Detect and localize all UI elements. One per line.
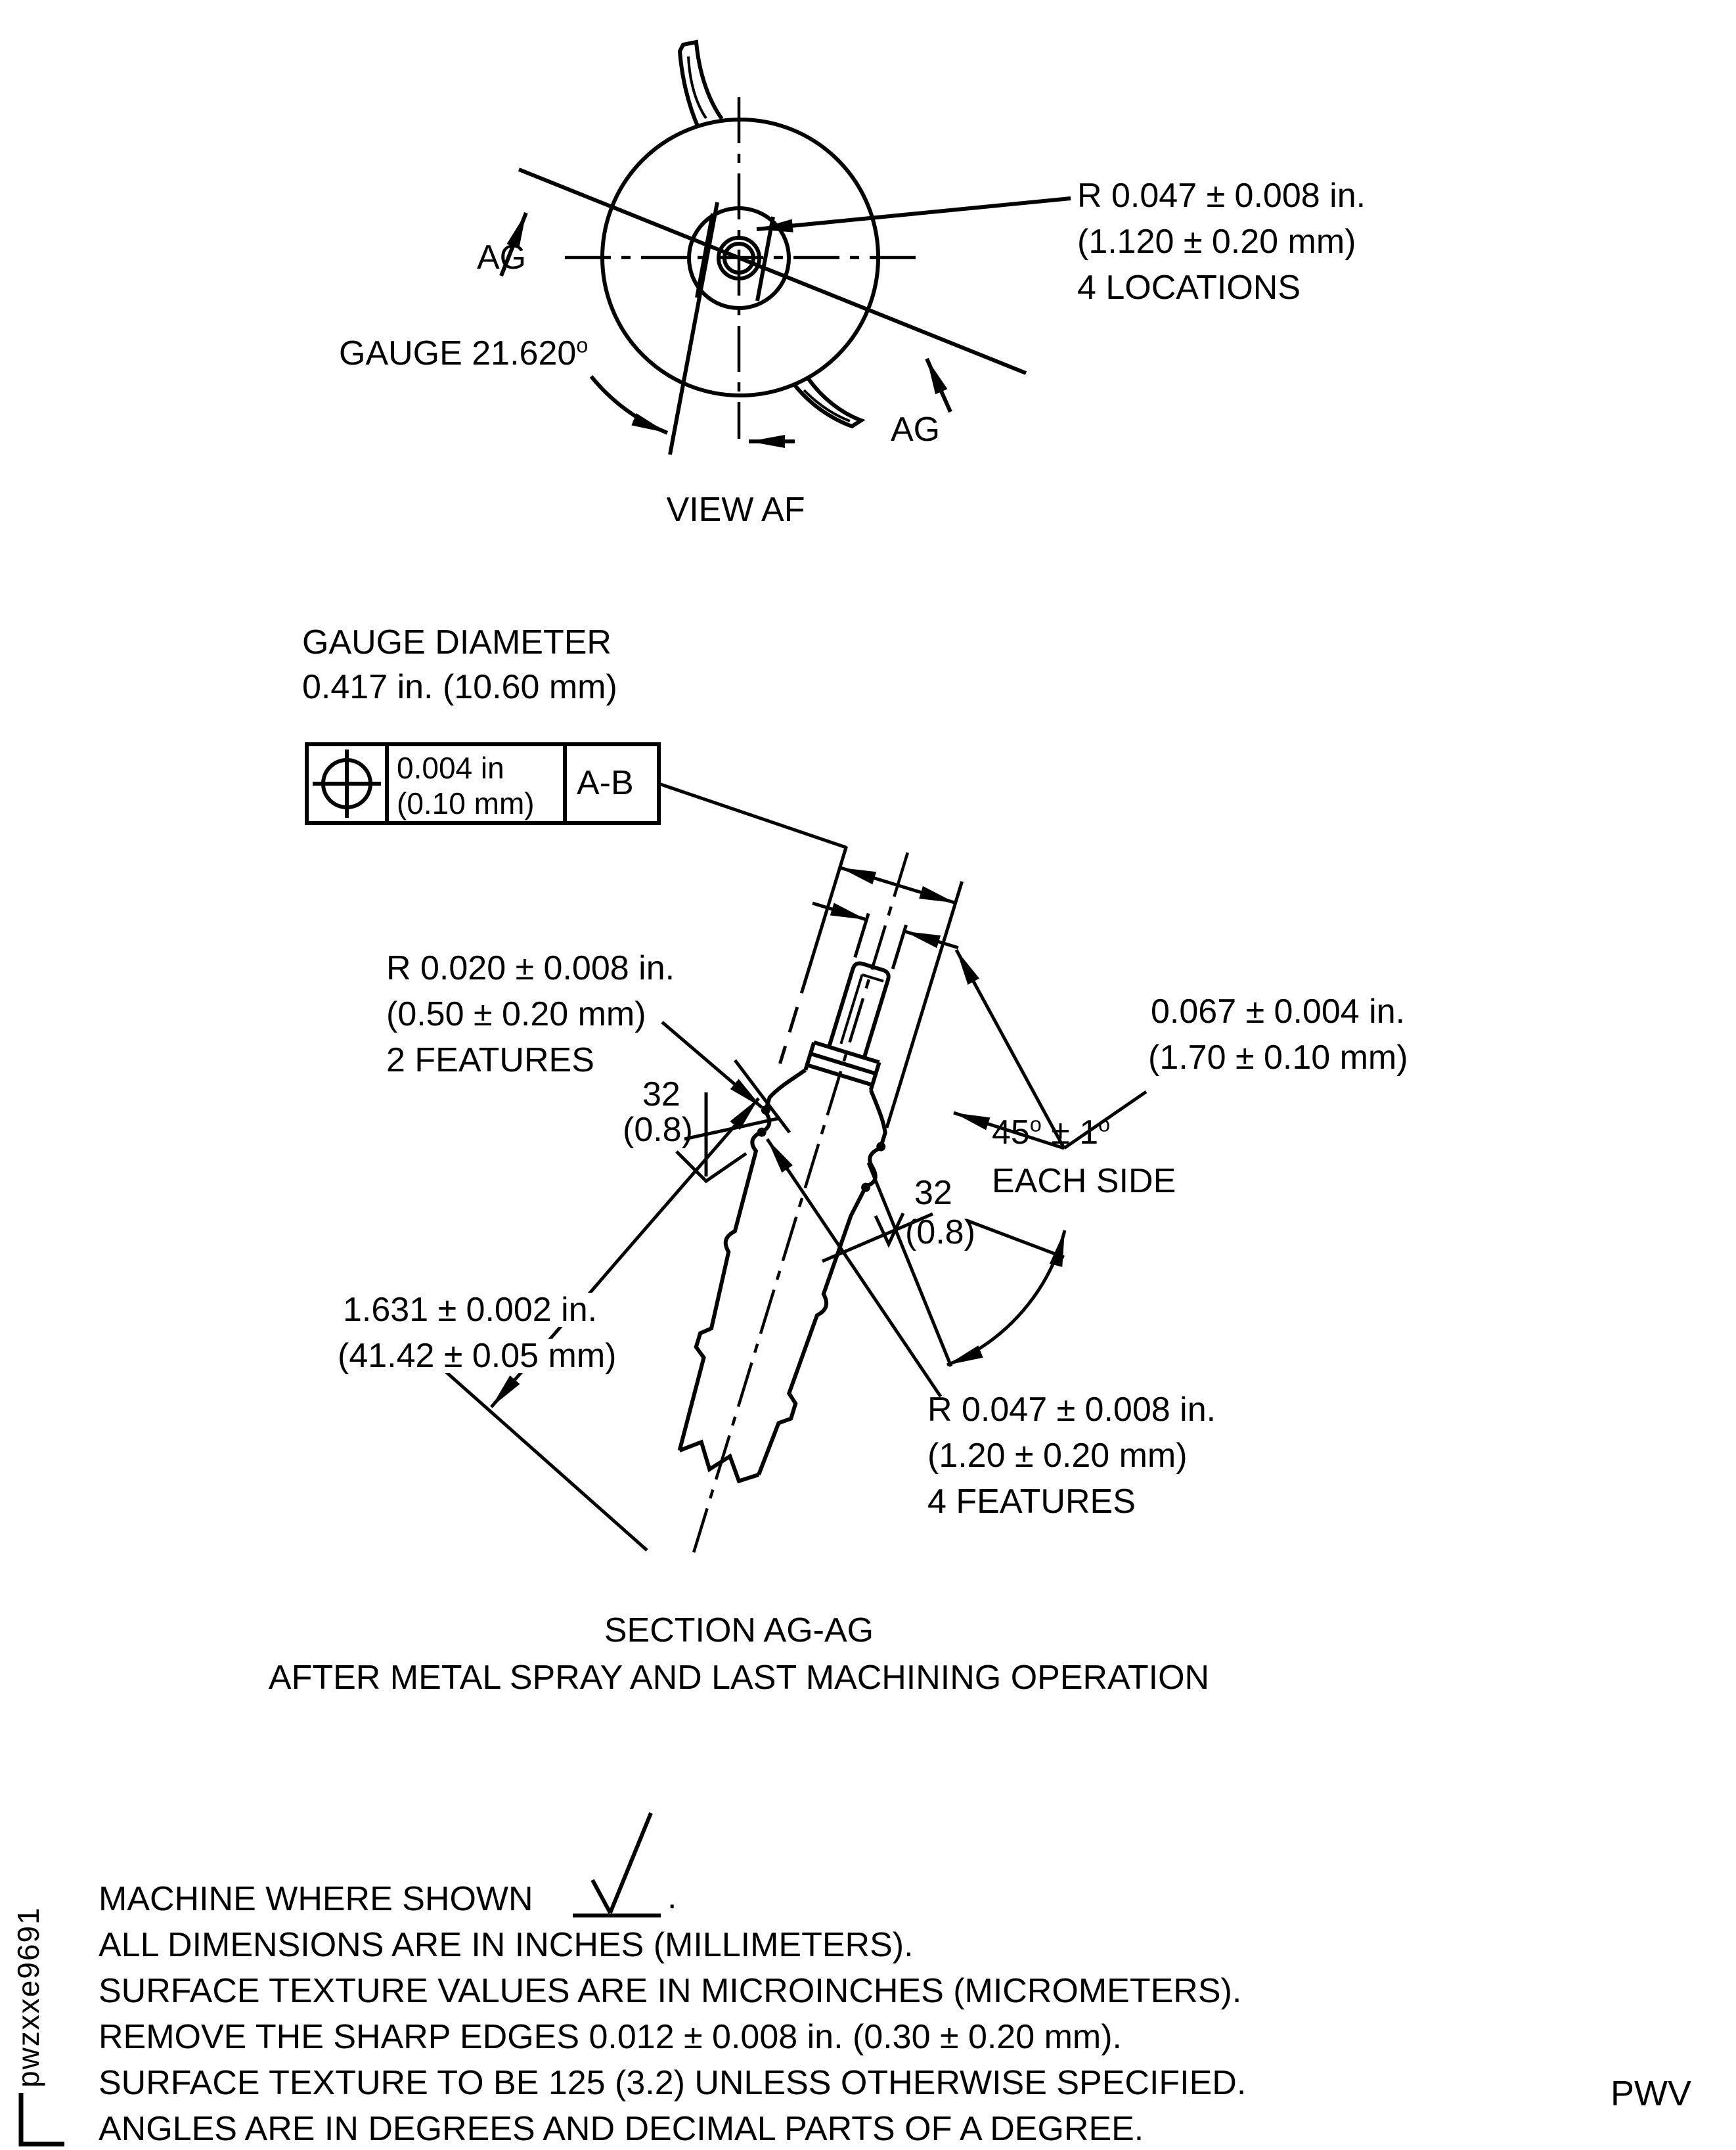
- view-af-title: VIEW AF: [666, 491, 805, 529]
- section-title: SECTION AG-AG: [604, 1611, 874, 1649]
- fcf-tolerance-line1: 0.004 in: [397, 751, 504, 785]
- note-1-period: .: [667, 1878, 677, 1916]
- ag-label-left: AG: [477, 238, 527, 277]
- ag-arrow-right: [927, 359, 950, 412]
- r020-line3: 2 FEATURES: [386, 1041, 594, 1079]
- angle45-base2: ± 1: [1041, 1113, 1099, 1152]
- topview-radius-line2: (1.120 ± 0.20 mm): [1077, 223, 1356, 261]
- document-id-vertical: pwzxxe9691: [11, 1906, 45, 2088]
- w067-line2: (1.70 ± 0.10 mm): [1148, 1039, 1408, 1077]
- top-fin: [680, 42, 722, 127]
- radius-leader-top-view: [757, 198, 1071, 229]
- ag-cutting-line: [519, 169, 1026, 373]
- fcf-datum: A-B: [577, 764, 634, 802]
- page-code: PWV: [1611, 2074, 1692, 2113]
- ag-label-right: AG: [891, 411, 941, 449]
- w067-line1: 0.067 ± 0.004 in.: [1151, 993, 1406, 1031]
- angle45-sup1: o: [1029, 1112, 1042, 1136]
- r047-line1: R 0.047 ± 0.008 in.: [927, 1391, 1216, 1429]
- radial-extension-line: [967, 1221, 1064, 1257]
- note-1: MACHINE WHERE SHOWN: [99, 1880, 533, 1918]
- part-centerline: [691, 853, 908, 1561]
- collar-dim-arrow-right: [898, 885, 956, 903]
- surf2-metric: (0.8): [905, 1213, 975, 1251]
- len1631-line2: (41.42 ± 0.05 mm): [335, 1339, 619, 1373]
- angle45-line2: EACH SIDE: [992, 1162, 1176, 1200]
- gauge-angle-arc: [591, 376, 667, 433]
- view-af-section-line: [501, 169, 1071, 455]
- len1631-dim-lower: [491, 1253, 624, 1407]
- gauge-angle-degree: o: [576, 333, 589, 357]
- angle45-base1: 45: [992, 1113, 1030, 1152]
- bottom-fin: [793, 379, 861, 426]
- bottom-fin-inner-line: [804, 390, 850, 421]
- len1631-ext-bottom: [443, 1370, 647, 1550]
- fcf-tolerance-line2: (0.10 mm): [397, 786, 535, 820]
- angle45-label: [992, 1112, 1111, 1152]
- machining-symbol-icon: [573, 1813, 661, 1915]
- ext-line-collar-left-hidden: [780, 968, 809, 1064]
- topview-radius-line3: 4 LOCATIONS: [1077, 269, 1301, 307]
- section-subtitle: AFTER METAL SPRAY AND LAST MACHINING OPERATION: [268, 1659, 1210, 1697]
- r020-line2: (0.50 ± 0.20 mm): [386, 995, 646, 1033]
- surf1-metric: (0.8): [623, 1111, 693, 1149]
- gauge-angle-label: [339, 333, 589, 372]
- gauge-diameter-line2: 0.417 in. (10.60 mm): [302, 668, 617, 706]
- len1631-line1: 1.631 ± 0.002 in.: [340, 1293, 600, 1327]
- break-line: [676, 1437, 763, 1486]
- collar-dim-arrow-left: [840, 868, 898, 885]
- gauge-angle-value: GAUGE 21.620: [339, 334, 577, 372]
- surf1-value: 32: [642, 1075, 680, 1113]
- pin-dim-arrow-right: [904, 931, 958, 948]
- note-4: REMOVE THE SHARP EDGES 0.012 ± 0.008 in. (0.30 ± 0.20 mm).: [99, 2018, 1122, 2056]
- angle45-sup2: o: [1098, 1112, 1111, 1136]
- r020-line1: R 0.020 ± 0.008 in.: [386, 949, 675, 987]
- ext-line-collar-right: [887, 882, 962, 1128]
- surf2-value: 32: [914, 1174, 952, 1212]
- view-af-centerlines: [565, 97, 916, 439]
- topview-radius-line1: R 0.047 ± 0.008 in.: [1077, 177, 1366, 215]
- r047-line2: (1.20 ± 0.20 mm): [927, 1437, 1188, 1475]
- note-2: ALL DIMENSIONS ARE IN INCHES (MILLIMETERS).: [99, 1926, 914, 1964]
- corner-bracket-icon: [21, 2093, 64, 2144]
- note-3: SURFACE TEXTURE VALUES ARE IN MICROINCHES (MICROMETERS).: [99, 1972, 1242, 2010]
- gauge-diameter-line1: GAUGE DIAMETER: [302, 623, 612, 661]
- r047-line3: 4 FEATURES: [927, 1483, 1136, 1521]
- note-5: SURFACE TEXTURE TO BE 125 (3.2) UNLESS OTHERWISE SPECIFIED.: [99, 2064, 1247, 2102]
- pin-dim-arrow-left: [812, 903, 866, 920]
- note-6: ANGLES ARE IN DEGREES AND DECIMAL PARTS OF A DEGREE.: [99, 2110, 1144, 2148]
- fcf-leader: [659, 784, 846, 847]
